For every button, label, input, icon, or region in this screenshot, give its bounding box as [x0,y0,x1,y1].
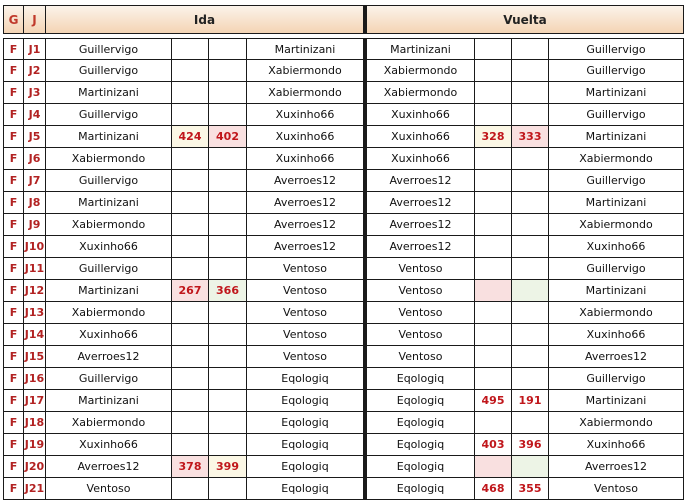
vuelta-home-score [475,302,512,324]
ida-away-team: Averroes12 [247,214,364,236]
ida-away-score [209,214,247,236]
header-j: J [24,5,46,34]
ida-home-score [172,104,209,126]
ida-away-score [209,148,247,170]
ida-home-team: Averroes12 [46,346,172,368]
header-g: G [3,5,24,34]
ida-away-team: Xuxinho66 [247,148,364,170]
vuelta-home-team: Martinizani [364,38,475,60]
vuelta-home-score [475,192,512,214]
group-cell: F [3,104,24,126]
vuelta-home-team: Xabiermondo [364,82,475,104]
vuelta-away-score: 191 [512,390,549,412]
vuelta-away-score: 355 [512,478,549,500]
ida-away-team: Ventoso [247,280,364,302]
ida-home-score [172,346,209,368]
ida-away-score [209,258,247,280]
group-cell: F [3,434,24,456]
ida-home-score [172,302,209,324]
ida-home-team: Xuxinho66 [46,236,172,258]
vuelta-away-team: Martinizani [549,126,684,148]
ida-away-team: Xabiermondo [247,82,364,104]
vuelta-away-team: Xabiermondo [549,148,684,170]
ida-home-score [172,478,209,500]
vuelta-away-score [512,148,549,170]
ida-home-team: Guillervigo [46,258,172,280]
vuelta-home-score [475,346,512,368]
vuelta-away-score [512,346,549,368]
ida-home-team: Guillervigo [46,104,172,126]
ida-away-team: Ventoso [247,324,364,346]
ida-home-score [172,38,209,60]
round-cell: J11 [24,258,46,280]
ida-home-score [172,236,209,258]
ida-home-team: Xabiermondo [46,302,172,324]
ida-home-team: Xuxinho66 [46,434,172,456]
vuelta-home-team: Eqologiq [364,368,475,390]
vuelta-away-team: Xabiermondo [549,214,684,236]
vuelta-home-team: Averroes12 [364,170,475,192]
ida-home-team: Martinizani [46,126,172,148]
vuelta-away-score [512,38,549,60]
group-cell: F [3,60,24,82]
ida-home-score [172,170,209,192]
ida-away-team: Eqologiq [247,368,364,390]
round-cell: J12 [24,280,46,302]
ida-away-team: Averroes12 [247,192,364,214]
ida-away-team: Ventoso [247,346,364,368]
ida-home-team: Martinizani [46,280,172,302]
group-cell: F [3,82,24,104]
vuelta-home-team: Ventoso [364,302,475,324]
ida-home-team: Xabiermondo [46,412,172,434]
vuelta-home-team: Averroes12 [364,214,475,236]
ida-away-score [209,390,247,412]
vuelta-away-team: Xabiermondo [549,412,684,434]
ida-away-score [209,346,247,368]
ida-away-score [209,104,247,126]
ida-away-team: Eqologiq [247,434,364,456]
ida-away-team: Xabiermondo [247,60,364,82]
vuelta-home-team: Eqologiq [364,412,475,434]
group-cell: F [3,38,24,60]
round-cell: J14 [24,324,46,346]
vuelta-away-team: Guillervigo [549,60,684,82]
vuelta-home-score [475,368,512,390]
ida-away-team: Averroes12 [247,236,364,258]
vuelta-away-score [512,104,549,126]
ida-home-score [172,390,209,412]
vuelta-away-team: Guillervigo [549,104,684,126]
header-vuelta: Vuelta [364,5,684,34]
ida-home-score: 267 [172,280,209,302]
ida-home-score [172,324,209,346]
vuelta-away-team: Ventoso [549,478,684,500]
vuelta-away-score [512,82,549,104]
group-cell: F [3,192,24,214]
ida-home-team: Guillervigo [46,368,172,390]
ida-home-score [172,434,209,456]
ida-home-score: 378 [172,456,209,478]
vuelta-away-score [512,368,549,390]
vuelta-home-team: Xuxinho66 [364,126,475,148]
vuelta-away-team: Xabiermondo [549,302,684,324]
ida-away-score [209,434,247,456]
ida-home-score [172,192,209,214]
vuelta-home-team: Eqologiq [364,456,475,478]
ida-away-team: Xuxinho66 [247,104,364,126]
ida-home-team: Xabiermondo [46,214,172,236]
group-cell: F [3,346,24,368]
vuelta-home-score [475,324,512,346]
ida-home-team: Martinizani [46,390,172,412]
vuelta-away-score [512,412,549,434]
round-cell: J17 [24,390,46,412]
vuelta-away-team: Martinizani [549,82,684,104]
group-cell: F [3,412,24,434]
vuelta-away-team: Guillervigo [549,258,684,280]
vuelta-home-score [475,456,512,478]
ida-away-score [209,478,247,500]
ida-home-score: 424 [172,126,209,148]
round-cell: J7 [24,170,46,192]
vuelta-away-score [512,302,549,324]
vuelta-away-team: Martinizani [549,192,684,214]
vuelta-home-score [475,412,512,434]
ida-away-score [209,368,247,390]
group-cell: F [3,390,24,412]
ida-home-team: Averroes12 [46,456,172,478]
round-cell: J19 [24,434,46,456]
vuelta-home-score: 495 [475,390,512,412]
vuelta-home-score: 328 [475,126,512,148]
vuelta-away-score [512,60,549,82]
ida-home-team: Guillervigo [46,38,172,60]
ida-away-team: Eqologiq [247,412,364,434]
round-cell: J13 [24,302,46,324]
ida-away-score [209,60,247,82]
vuelta-away-team: Guillervigo [549,368,684,390]
vuelta-home-score: 403 [475,434,512,456]
vuelta-away-team: Guillervigo [549,170,684,192]
ida-away-team: Eqologiq [247,478,364,500]
vuelta-away-team: Xuxinho66 [549,324,684,346]
vuelta-away-score [512,214,549,236]
round-cell: J6 [24,148,46,170]
vuelta-away-team: Guillervigo [549,38,684,60]
vuelta-home-score [475,214,512,236]
ida-away-team: Averroes12 [247,170,364,192]
vuelta-away-score: 396 [512,434,549,456]
group-cell: F [3,126,24,148]
round-cell: J16 [24,368,46,390]
ida-away-score: 399 [209,456,247,478]
ida-away-score [209,302,247,324]
ida-home-team: Martinizani [46,82,172,104]
vuelta-away-score [512,280,549,302]
ida-away-score: 402 [209,126,247,148]
vuelta-away-score [512,236,549,258]
ida-home-team: Xabiermondo [46,148,172,170]
vuelta-away-score [512,258,549,280]
ida-home-team: Guillervigo [46,170,172,192]
vuelta-home-score [475,148,512,170]
ida-away-score [209,192,247,214]
group-cell: F [3,368,24,390]
group-cell: F [3,280,24,302]
ida-home-team: Martinizani [46,192,172,214]
round-cell: J4 [24,104,46,126]
vuelta-home-team: Xuxinho66 [364,148,475,170]
round-cell: J20 [24,456,46,478]
group-cell: F [3,258,24,280]
vuelta-away-team: Averroes12 [549,456,684,478]
vuelta-home-team: Eqologiq [364,434,475,456]
vuelta-home-score [475,104,512,126]
vuelta-home-score [475,170,512,192]
ida-home-score [172,214,209,236]
ida-home-score [172,148,209,170]
ida-home-score [172,60,209,82]
vuelta-home-score [475,82,512,104]
vuelta-home-team: Ventoso [364,346,475,368]
ida-away-team: Xuxinho66 [247,126,364,148]
vuelta-home-score [475,258,512,280]
ida-away-team: Ventoso [247,302,364,324]
round-cell: J2 [24,60,46,82]
vuelta-away-team: Averroes12 [549,346,684,368]
vuelta-away-score [512,456,549,478]
ida-away-team: Eqologiq [247,390,364,412]
ida-home-team: Xuxinho66 [46,324,172,346]
ida-home-team: Ventoso [46,478,172,500]
vuelta-home-score [475,60,512,82]
vuelta-home-team: Ventoso [364,280,475,302]
round-cell: J18 [24,412,46,434]
round-cell: J8 [24,192,46,214]
group-cell: F [3,478,24,500]
ida-away-team: Martinizani [247,38,364,60]
vuelta-away-score [512,192,549,214]
group-cell: F [3,236,24,258]
round-cell: J5 [24,126,46,148]
vuelta-away-score: 333 [512,126,549,148]
ida-away-score [209,324,247,346]
header-ida: Ida [46,5,364,34]
vuelta-home-team: Xabiermondo [364,60,475,82]
group-cell: F [3,170,24,192]
vuelta-away-score [512,170,549,192]
vuelta-home-team: Ventoso [364,324,475,346]
ida-away-score [209,38,247,60]
vuelta-away-team: Xuxinho66 [549,236,684,258]
vuelta-home-team: Averroes12 [364,192,475,214]
group-cell: F [3,214,24,236]
round-cell: J1 [24,38,46,60]
vuelta-home-team: Eqologiq [364,478,475,500]
round-cell: J3 [24,82,46,104]
ida-away-team: Ventoso [247,258,364,280]
ida-away-score [209,82,247,104]
vuelta-home-score [475,236,512,258]
ida-away-score [209,412,247,434]
vuelta-home-team: Ventoso [364,258,475,280]
group-cell: F [3,302,24,324]
vuelta-home-team: Averroes12 [364,236,475,258]
round-cell: J21 [24,478,46,500]
group-cell: F [3,456,24,478]
ida-away-team: Eqologiq [247,456,364,478]
vuelta-home-score [475,38,512,60]
vuelta-away-team: Martinizani [549,390,684,412]
ida-away-score [209,170,247,192]
ida-away-score: 366 [209,280,247,302]
round-cell: J15 [24,346,46,368]
vuelta-away-score [512,324,549,346]
vuelta-home-team: Xuxinho66 [364,104,475,126]
round-cell: J10 [24,236,46,258]
ida-home-score [172,82,209,104]
ida-home-score [172,412,209,434]
ida-home-score [172,368,209,390]
ida-away-score [209,236,247,258]
vuelta-home-score [475,280,512,302]
vuelta-home-team: Eqologiq [364,390,475,412]
group-cell: F [3,148,24,170]
vuelta-home-score: 468 [475,478,512,500]
ida-home-team: Guillervigo [46,60,172,82]
vuelta-away-team: Xuxinho66 [549,434,684,456]
group-cell: F [3,324,24,346]
round-cell: J9 [24,214,46,236]
ida-home-score [172,258,209,280]
vuelta-away-team: Martinizani [549,280,684,302]
